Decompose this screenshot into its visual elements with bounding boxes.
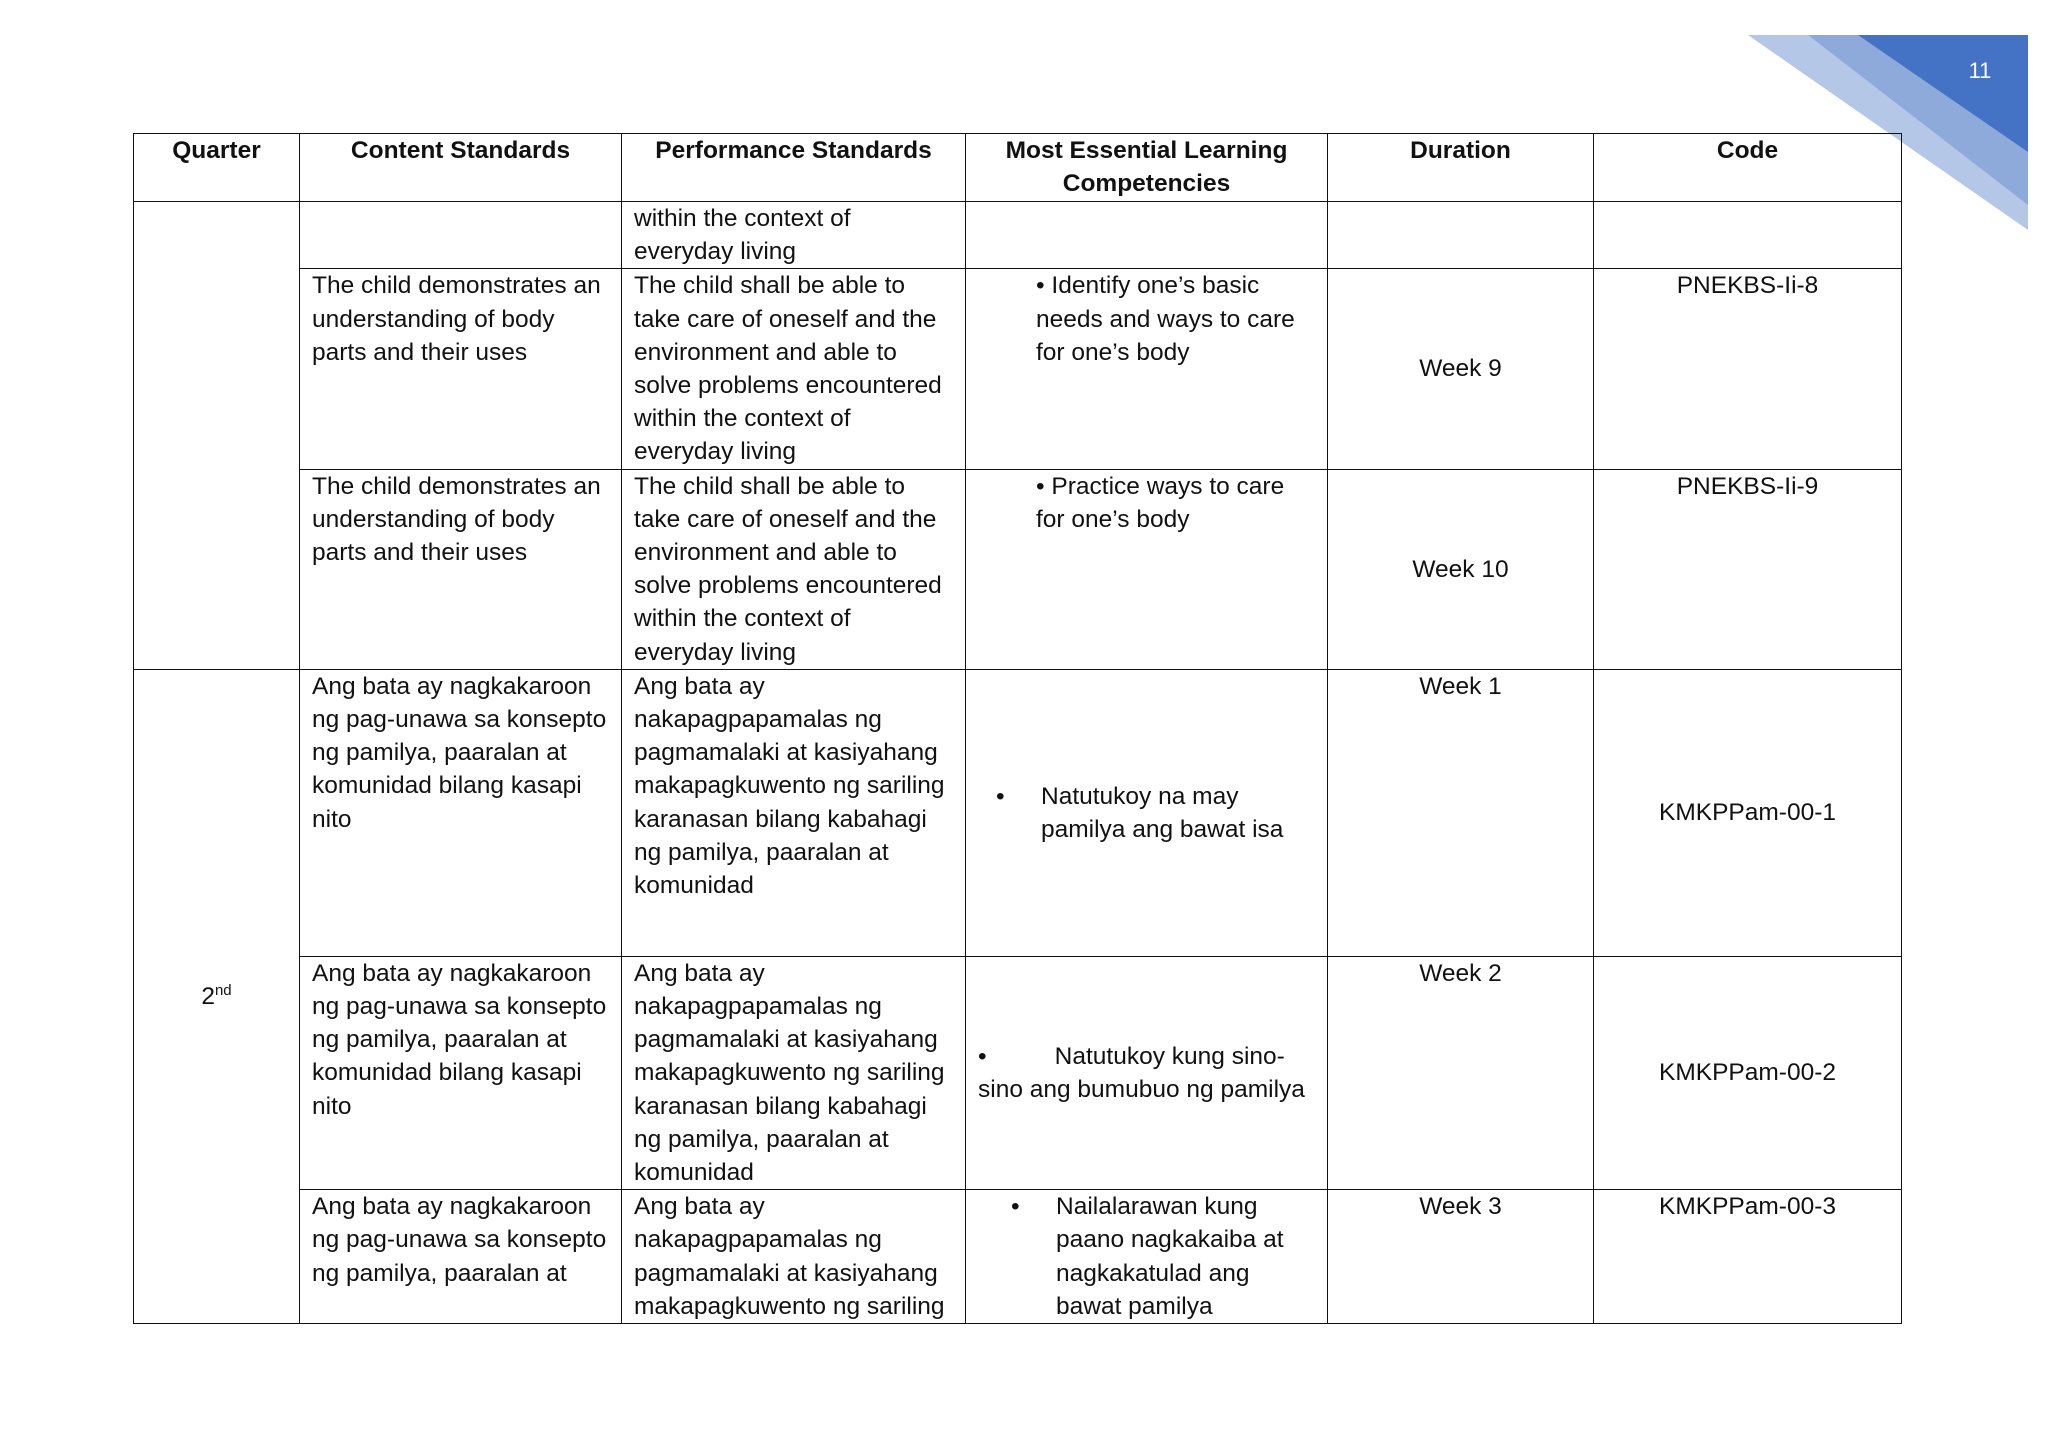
competency-text: Nailalarawan kung paano nagkakaiba at nagkakatulad ang bawat pamilya — [1056, 1193, 1284, 1320]
header-row — [134, 134, 1902, 202]
table-row — [134, 1190, 1902, 1324]
performance-standard-cell: Ang bata ay nakapagpapamalas ng pagmamalaki at kasiyahang makapagkuwento ng sariling karanasan bilang kabahagi ng pamilya, paaralan at komunidad — [622, 669, 966, 956]
quarter-suffix: nd — [214, 981, 232, 999]
content-standard-cell: Ang bata ay nagkakaroon ng pag-unawa sa konsepto ng pamilya, paaralan at komunidad bilang kasapi nito — [300, 956, 622, 1189]
table-row — [134, 669, 1902, 956]
header-duration: Duration — [1328, 134, 1594, 202]
quarter-cell-2nd — [134, 669, 300, 1323]
performance-standard-cell: Ang bata ay nakapagpapamalas ng pagmamalaki at kasiyahang makapagkuwento ng sariling karanasan bilang kabahagi ng pamilya, paaralan at komunidad — [622, 956, 966, 1189]
code-cell: KMKPPam-00-1 — [1594, 669, 1902, 956]
bullet-icon: • — [1011, 1193, 1020, 1221]
duration-cell: Week 10 — [1328, 469, 1594, 669]
header-content-standards: Content Standards — [300, 134, 622, 202]
curriculum-table — [133, 133, 1902, 1324]
performance-standard-cell: within the context of everyday living — [622, 202, 966, 269]
header-quarter: Quarter — [134, 134, 300, 202]
duration-cell — [1328, 202, 1594, 269]
duration-cell: Week 1 — [1328, 669, 1594, 956]
competency-cell — [966, 1190, 1328, 1324]
table-row — [134, 269, 1902, 469]
content-standard-cell — [300, 202, 622, 269]
duration-cell: Week 9 — [1328, 269, 1594, 469]
header-competencies: Most Essential Learning Competencies — [966, 134, 1328, 202]
table-row — [134, 202, 1902, 269]
page-number: 11 — [1968, 58, 1992, 83]
content-standard-cell: The child demonstrates an understanding of body parts and their uses — [300, 269, 622, 469]
competency-text: Natutukoy na may pamilya ang bawat isa — [1041, 782, 1284, 843]
performance-standard-cell: The child shall be able to take care of oneself and the environment and able to solve problems encountered within the context of everyday living — [622, 469, 966, 669]
quarter-cell-1st — [134, 202, 300, 670]
table-row — [134, 469, 1902, 669]
content-standard-cell: The child demonstrates an understanding of body parts and their uses — [300, 469, 622, 669]
performance-standard-cell: Ang bata ay nakapagpapamalas ng pagmamalaki at kasiyahang makapagkuwento ng sariling — [622, 1190, 966, 1324]
content-standard-cell: Ang bata ay nagkakaroon ng pag-unawa sa konsepto ng pamilya, paaralan at komunidad bilang kasapi nito — [300, 669, 622, 956]
performance-standard-cell: The child shall be able to take care of oneself and the environment and able to solve problems encountered within the context of everyday living — [622, 269, 966, 469]
duration-cell: Week 2 — [1328, 956, 1594, 1189]
code-cell: KMKPPam-00-3 — [1594, 1190, 1902, 1324]
competency-cell: • Identify one’s basic needs and ways to care for one’s body — [966, 269, 1328, 469]
competency-cell: • Practice ways to care for one’s body — [966, 469, 1328, 669]
table-row — [134, 956, 1902, 1189]
code-cell: PNEKBS-Ii-9 — [1594, 469, 1902, 669]
competency-cell: • Natutukoy kung sino-sino ang bumubuo ng pamilya — [966, 956, 1328, 1189]
content-standard-cell: Ang bata ay nagkakaroon ng pag-unawa sa konsepto ng pamilya, paaralan at — [300, 1190, 622, 1324]
header-code: Code — [1594, 134, 1902, 202]
bullet-icon: • — [996, 782, 1005, 810]
quarter-number: 2 — [201, 982, 215, 1010]
code-cell — [1594, 202, 1902, 269]
code-cell: KMKPPam-00-2 — [1594, 956, 1902, 1189]
header-performance-standards: Performance Standards — [622, 134, 966, 202]
code-cell: PNEKBS-Ii-8 — [1594, 269, 1902, 469]
competency-cell — [966, 202, 1328, 269]
competency-cell — [966, 669, 1328, 956]
duration-cell: Week 3 — [1328, 1190, 1594, 1324]
